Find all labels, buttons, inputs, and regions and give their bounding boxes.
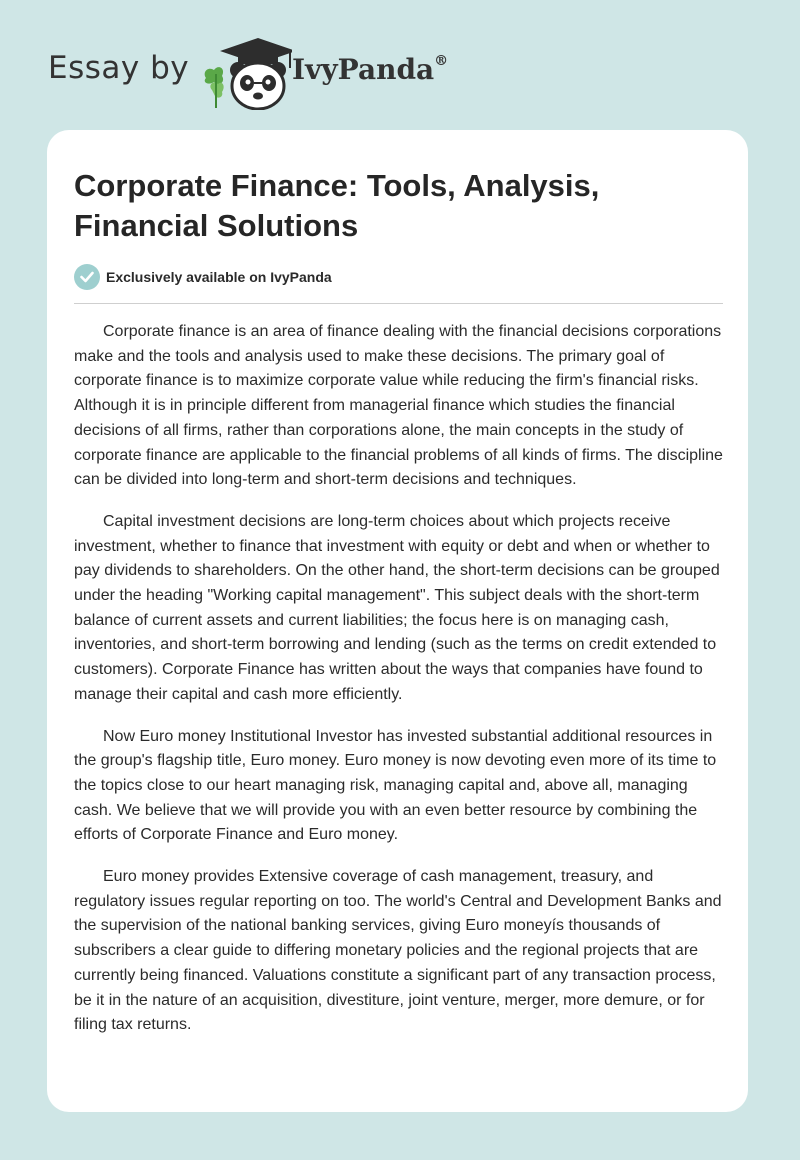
site-header [48, 34, 748, 110]
divider [74, 303, 723, 304]
paragraph: Corporate finance is an area of finance dealing with the financial decisions corporations make and the tools and analysis used to make these decisions. The primary goal of corporate finance is to maximize corporate value while reducing the firm's financial risks. Although it is in principle different from managerial finance which studies the financial decisions of all firms, rather than corporations alone, the main concepts in the study of corporate finance are applicable to the financial problems of all kinds of firms. The discipline can be divided into long-term and short-term decisions and techniques. [74, 323, 723, 489]
exclusive-badge [74, 264, 332, 290]
paragraph: Euro money provides Extensive coverage of cash management, treasury, and regulatory issues regular reporting on too. The world's Central and Development Banks and the supervision of the national banking services, giving Euro moneyís thousands of subscribers a clear guide to differing monetary policies and the regional projects that are currently being financed. Valuations constitute a significant part of any transaction process, be it in the nature of an acquisition, divestiture, joint venture, merger, more demure, or for filing tax returns. [74, 868, 722, 1034]
brand-name[interactable] [292, 53, 448, 86]
check-circle-icon [74, 264, 100, 290]
registered-mark: ® [434, 52, 449, 69]
essay-body [74, 320, 726, 1055]
page-title: Corporate Finance: Tools, Analysis, Financial Solutions [74, 168, 600, 243]
paragraph: Capital investment decisions are long-term choices about which projects receive investment, whether to finance that investment with equity or debt and when or whether to pay dividends to shareholders. On the other hand, the short-term decisions can be grouped under the heading "Working capital management". This subject deals with the short-term balance of current assets and current liabilities; the focus here is on managing cash, inventories, and short-term borrowing and lending (such as the terms on credit extended to customers). Corporate Finance has written about the ways that companies have found to manage their capital and cash more efficiently. [74, 512, 720, 703]
brand-name-text: IvyPanda [292, 53, 435, 86]
panda-graduate-logo-icon[interactable] [200, 34, 292, 110]
exclusive-label: Exclusively available on IvyPanda [106, 269, 332, 285]
essay-card [47, 130, 748, 1112]
paragraph: Now Euro money Institutional Investor has invested substantial additional resources in the group's flagship title, Euro money. Euro money is now devoting even more of its time to the topics close to our heart managing risk, managing capital and, above all, managing cash. We believe that we will provide you with an even better resource by combining the efforts of Corporate Finance and Euro money. [74, 727, 717, 844]
essay-by-label: Essay by [48, 50, 190, 86]
